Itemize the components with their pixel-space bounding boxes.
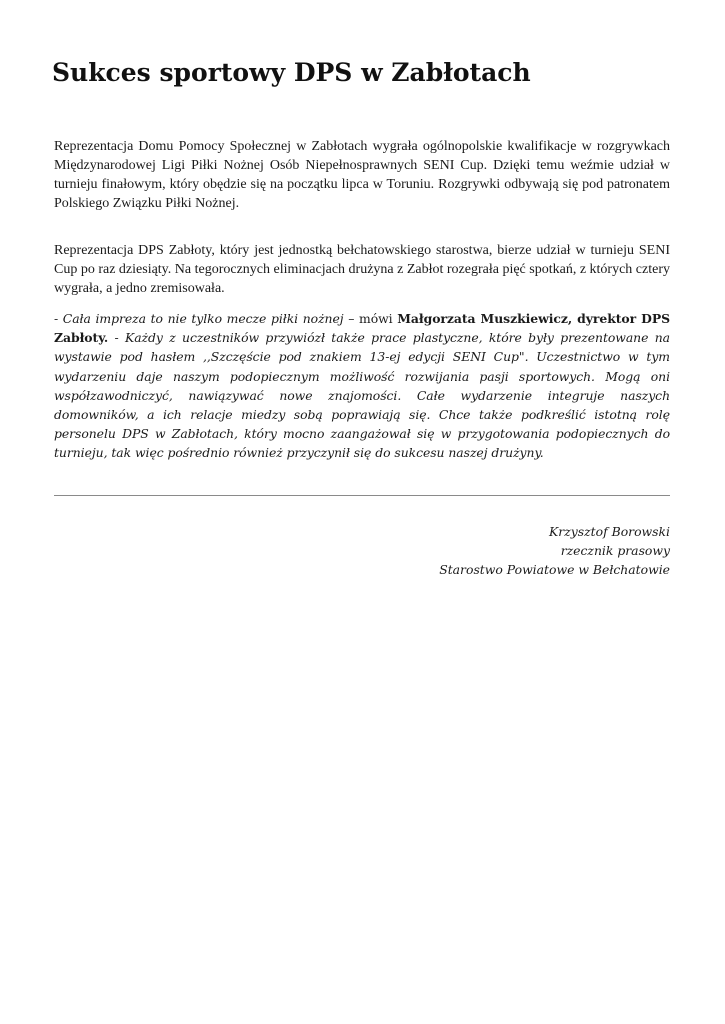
article-paragraph-1: Reprezentacja Domu Pomocy Społecznej w Zabłotach wygrała ogólnopolskie kwalifikacje w rozgrywkach Międzynarodowej Ligi Piłki Nożnej Osób Niepełnosprawnych SENI Cup. Dzięki temu weźmie udział w turnieju finałowym, który obędzie się na początku lipca w Toruniu. Rozgrywki odbywają się pod patronatem Polskiego Związku Piłki Nożnej. (54, 139, 670, 211)
article-quote-paragraph (54, 309, 670, 463)
quote-attribution-verb: – mówi (343, 311, 398, 326)
signature-role: rzecznik prasowy (560, 543, 670, 558)
signature-name: Krzysztof Borowski (549, 524, 670, 539)
section-divider (54, 495, 670, 496)
quote-opening: - Cała impreza to nie tylko mecze piłki nożnej (54, 311, 344, 326)
signature-organization: Starostwo Powiatowe w Bełchatowie (439, 562, 670, 577)
article-paragraph-2: Reprezentacja DPS Zabłoty, który jest jednostką bełchatowskiego starostwa, bierze udział w turnieju SENI Cup po raz dziesiąty. Na tegorocznych eliminacjach drużyna z Zabłot rozegrała pięć spotkań, z których cztery wygrała, a jedno zremisowała. (54, 243, 670, 296)
quote-speaker: Małgorzata Muszkiewicz, dyrektor DPS Zabłoty. (54, 311, 670, 346)
quote-continuation: - Każdy z uczestników przywiózł także prace plastyczne, które były prezentowane na wystawie pod hasłem ,,Szczęście pod znakiem 13-ej edycji SENI Cup". Uczestnictwo w tym wydarzeniu daje naszym podopiecznym możliwość rozwijania pasji sportowych. Mogą oni współzawodniczyć, nawiązywać nowe znajomości. Całe wydarzenie integruje naszych domowników, a ich relacje miedzy sobą poprawiają się. Chce także podkreślić istotną rolę personelu DPS w Zabłotach, który mocno zaangażował się w przygotowania podopiecznych do turnieju, tak więc pośrednio również przyczynił się do sukcesu naszej drużyny. (54, 330, 670, 461)
article-title: Sukces sportowy DPS w Zabłotach (52, 58, 531, 87)
signature-block (270, 522, 670, 579)
